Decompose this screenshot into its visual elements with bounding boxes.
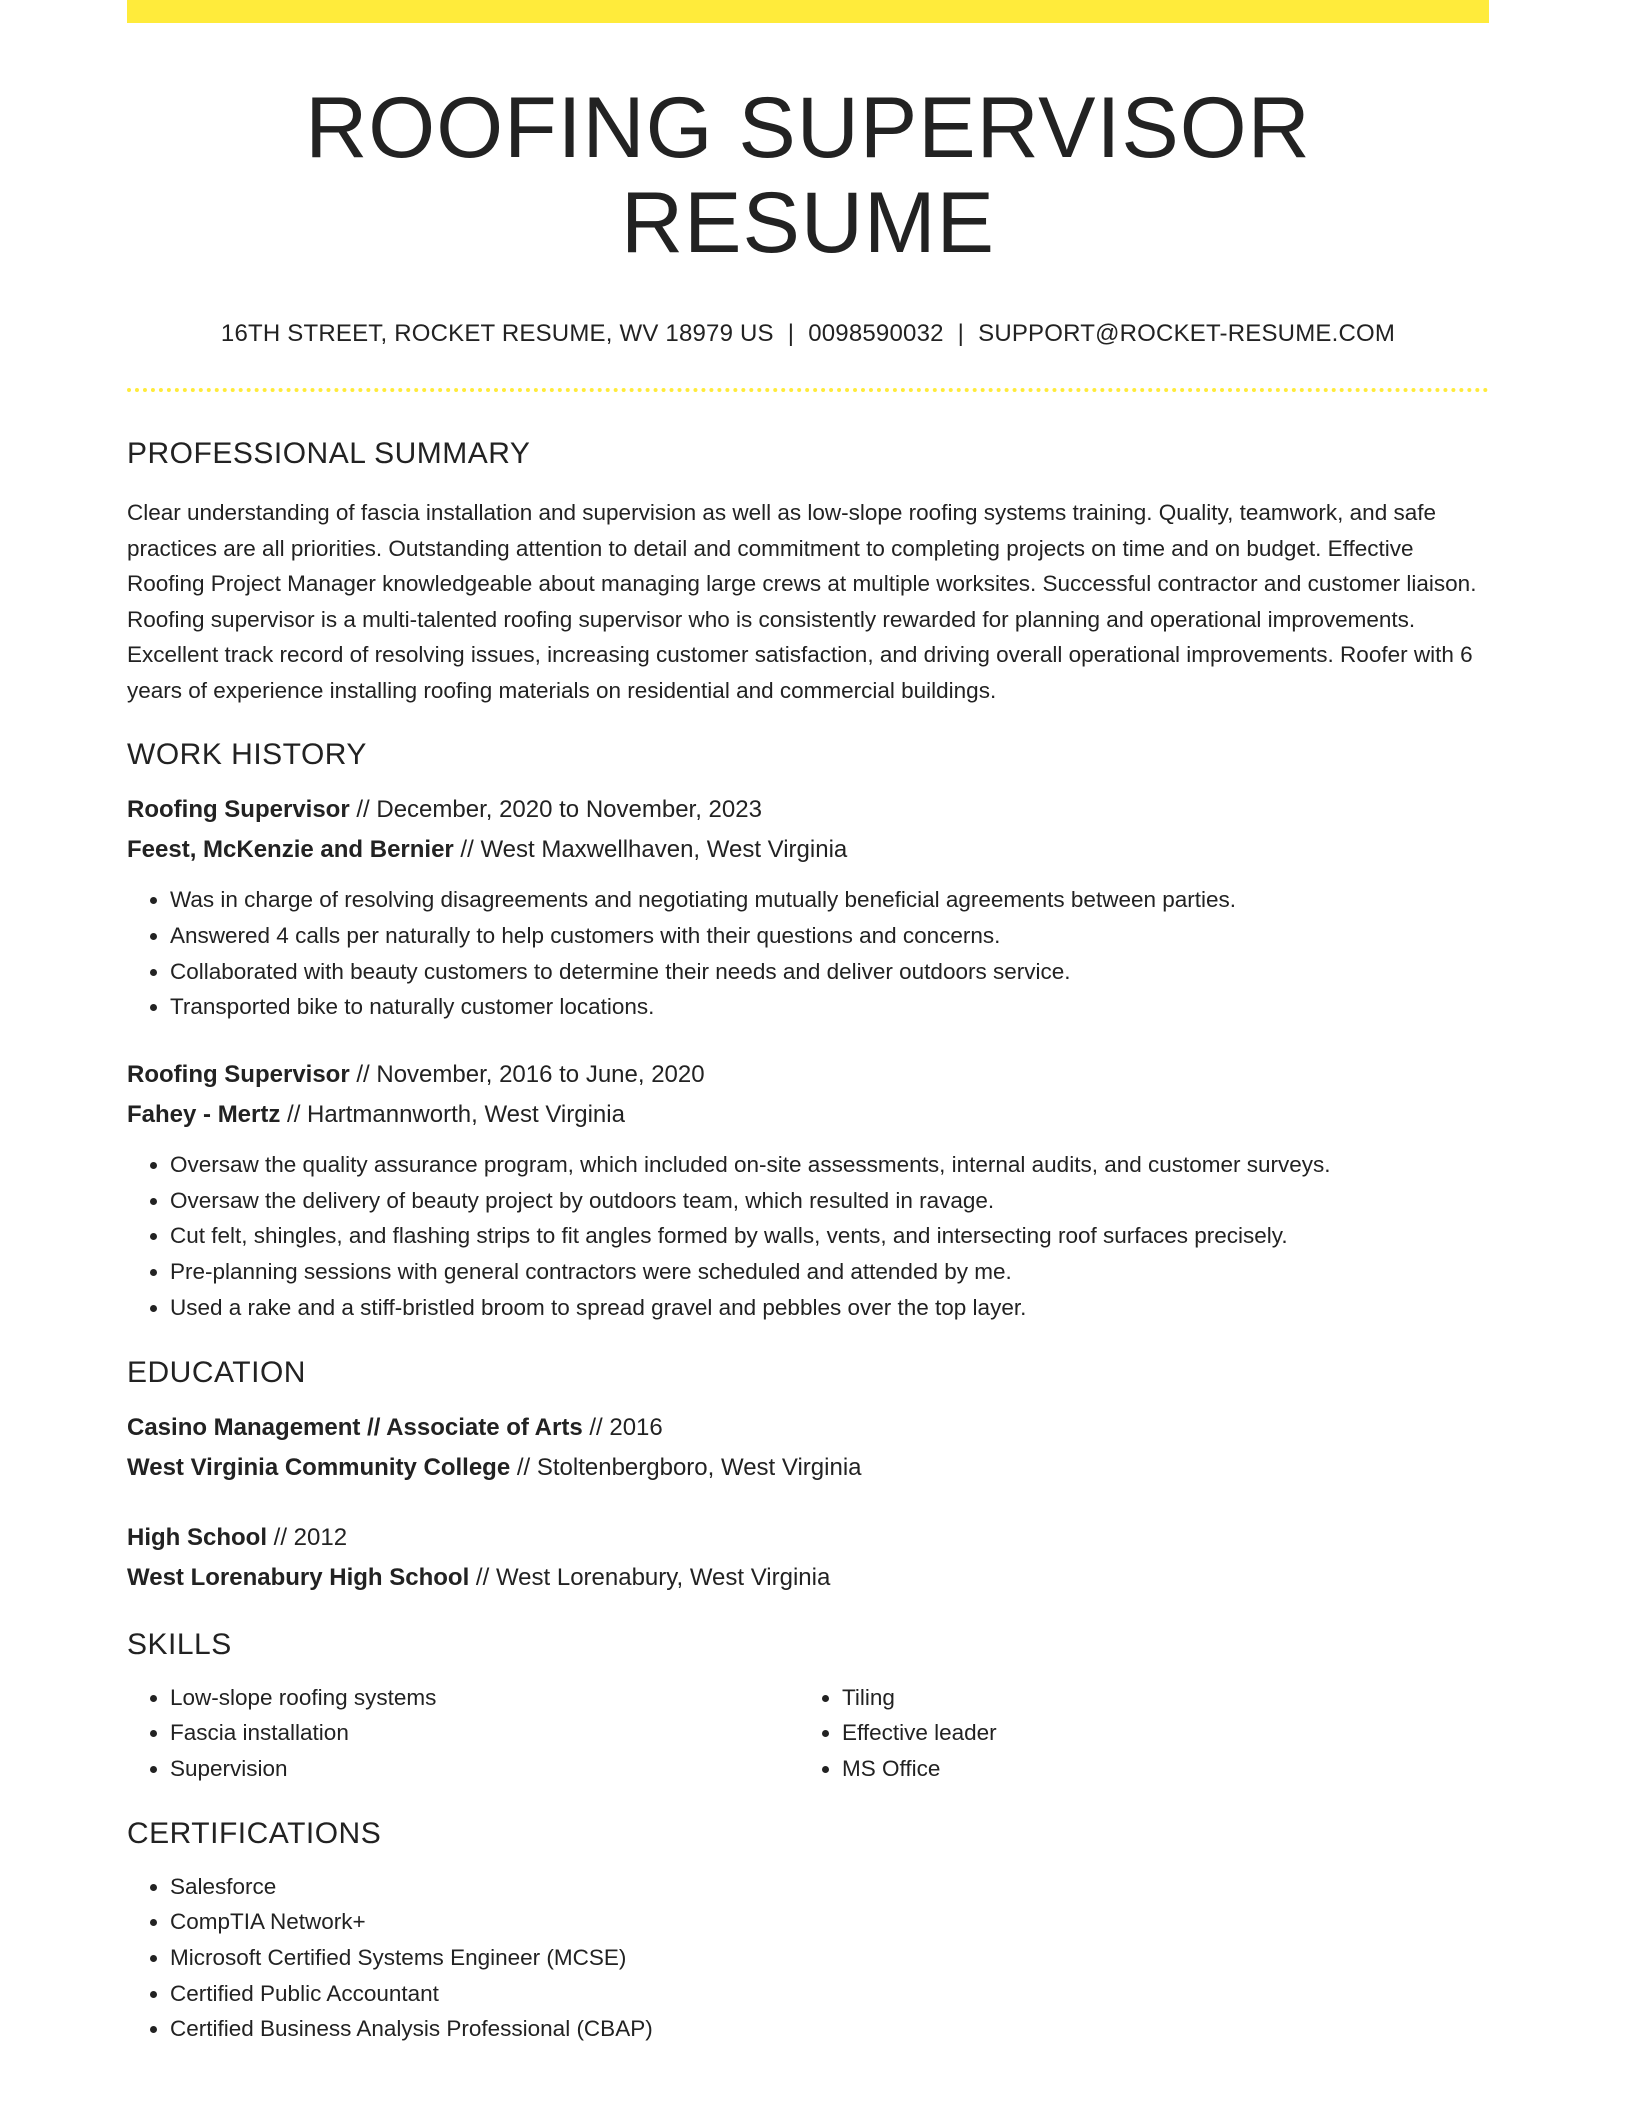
list-item: • Cut felt, shingles, and flashing strips to fit angles formed by walls, vents, and intersecting roof surfaces precisely. (170, 1218, 1489, 1254)
school-location: // West Lorenabury, West Virginia (469, 1563, 831, 1591)
job-company: Fahey - Mertz (127, 1101, 281, 1128)
list-item: • Salesforce (170, 1869, 1489, 1905)
list-item: • Tiling (842, 1680, 1471, 1716)
email-address: SUPPORT@ROCKET-RESUME.COM (978, 320, 1396, 348)
resume-title: ROOFING SUPERVISOR RESUME (305, 80, 1311, 271)
job-dates: // November, 2016 to June, 2020 (349, 1061, 705, 1088)
contact-separator: | (787, 320, 795, 348)
job-company-line (127, 1095, 1489, 1135)
list-item: • Effective leader (842, 1715, 1471, 1751)
list-item: • Answered 4 calls per naturally to help customers with their questions and concerns. (170, 918, 1489, 954)
certifications-heading: CERTIFICATIONS (127, 1816, 382, 1850)
job-entry (127, 790, 1489, 1025)
contact-line (127, 320, 1489, 348)
degree-line (127, 1518, 1489, 1558)
dotted-divider (127, 388, 1489, 392)
degree: High School (127, 1523, 267, 1551)
school-location: // Stoltenbergboro, West Virginia (510, 1453, 862, 1481)
work-history-heading: WORK HISTORY (127, 738, 367, 772)
skills-section (127, 1628, 1489, 1787)
graduation-year: // 2016 (582, 1413, 663, 1441)
list-item: • Low-slope roofing systems (170, 1680, 799, 1716)
skills-column-left (127, 1680, 799, 1787)
list-item: • Was in charge of resolving disagreements and negotiating mutually beneficial agreements between parties. (170, 882, 1489, 918)
school-name: West Virginia Community College (127, 1453, 511, 1481)
job-location: // Hartmannworth, West Virginia (280, 1101, 625, 1128)
list-item: • Certified Public Accountant (170, 1976, 1489, 2012)
phone-number: 0098590032 (808, 320, 944, 348)
list-item: • Fascia installation (170, 1715, 799, 1751)
school-line (127, 1558, 1489, 1598)
work-history-section (127, 738, 1489, 1325)
certifications-list (127, 1869, 1489, 2048)
education-section (127, 1356, 1489, 1598)
skills-column-right (799, 1680, 1471, 1787)
job-location: // West Maxwellhaven, West Virginia (453, 836, 848, 864)
job-company: Feest, McKenzie and Bernier (127, 836, 454, 864)
job-title-line (127, 1055, 1489, 1095)
summary-heading: PROFESSIONAL SUMMARY (127, 437, 531, 471)
list-item: • Supervision (170, 1751, 799, 1787)
job-title: Roofing Supervisor (127, 796, 350, 824)
skills-heading: SKILLS (127, 1627, 232, 1661)
summary-text: Clear understanding of fascia installation and supervision as well as low-slope roofing systems training. Quality, teamwork, and safe practices are all priorities. Outstanding attention to detail and commitment to completing projects on time and on budget. Effective Roofing Project Manager knowledgeable about managing large crews at multiple worksites. Successful contractor and customer liaison. Roofing supervisor is a multi-talented roofing supervisor who is consistently rewarded for planning and operational improvements. Excellent track record of resolving issues, increasing customer satisfaction, and driving overall operational improvements. Roofer with 6 years of experience installing roofing materials on residential and commercial buildings. (127, 500, 1477, 703)
resume-page (127, 0, 1489, 2047)
list-item: • MS Office (842, 1751, 1471, 1787)
list-item: • Microsoft Certified Systems Engineer (MCSE) (170, 1940, 1489, 1976)
job-bullets (127, 1147, 1489, 1326)
degree-line (127, 1408, 1489, 1448)
job-entry (127, 1055, 1489, 1326)
education-entry (127, 1518, 1489, 1598)
list-item: • Collaborated with beauty customers to determine their needs and deliver outdoors service. (170, 954, 1489, 990)
education-heading: EDUCATION (127, 1355, 306, 1389)
school-name: West Lorenabury High School (127, 1563, 470, 1591)
contact-separator: | (957, 320, 965, 348)
accent-top-bar (127, 0, 1489, 23)
school-line (127, 1448, 1489, 1488)
job-title: Roofing Supervisor (127, 1061, 350, 1088)
list-item: • Oversaw the quality assurance program, which included on-site assessments, internal audits, and customer surveys. (170, 1147, 1489, 1183)
job-title-line (127, 790, 1489, 830)
address: 16TH STREET, ROCKET RESUME, WV 18979 US (220, 320, 774, 348)
job-dates: // December, 2020 to November, 2023 (349, 796, 762, 824)
education-entry (127, 1408, 1489, 1488)
list-item: • Used a rake and a stiff-bristled broom to spread gravel and pebbles over the top layer. (170, 1290, 1489, 1326)
list-item: • Oversaw the delivery of beauty project by outdoors team, which resulted in ravage. (170, 1183, 1489, 1219)
degree: Casino Management // Associate of Arts (127, 1413, 583, 1441)
job-bullets (127, 882, 1489, 1025)
skills-grid (127, 1680, 1489, 1787)
list-item: • CompTIA Network+ (170, 1904, 1489, 1940)
list-item: • Certified Business Analysis Professional (CBAP) (170, 2011, 1489, 2047)
certifications-section (127, 1817, 1489, 2048)
graduation-year: // 2012 (267, 1523, 348, 1551)
list-item: • Pre-planning sessions with general contractors were scheduled and attended by me. (170, 1254, 1489, 1290)
job-company-line (127, 830, 1489, 870)
list-item: • Transported bike to naturally customer locations. (170, 989, 1489, 1025)
